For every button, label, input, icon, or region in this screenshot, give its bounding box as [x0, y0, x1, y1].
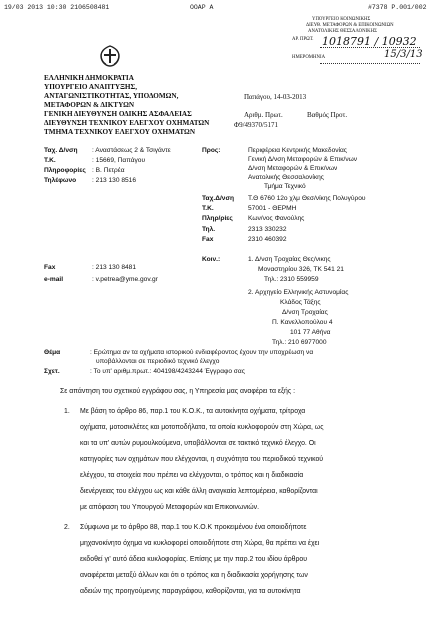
fax-value: : 213 130 8481: [92, 264, 136, 271]
cc-item2-line2: Κλάδος Τάξης: [280, 299, 321, 306]
addr-label: Ταχ. Δ/νση: [44, 147, 78, 154]
addr-value: : Αναστάσεως 2 & Τσιγάντε: [92, 147, 171, 154]
p2-number: 2.: [64, 524, 70, 531]
info-value: : Β. Πετρέα: [92, 167, 125, 174]
recipient-tk-label: Τ.Κ.: [202, 205, 214, 212]
fax-page: #7378 P.001/002: [368, 4, 427, 11]
p2-line-2: μηχανοκίνητο όχημα να κυκλοφορεί οποιοδήποτε στη Χώρα, θα πρέπει να έχει: [80, 540, 320, 547]
cc-item2-line1: 2. Αρχηγείο Ελληνικής Αστυνομίας: [248, 289, 349, 296]
recipient-addr-label: Ταχ.Δ/νση: [202, 195, 234, 202]
fax-org: ΟΟΑΡ Α: [190, 4, 214, 11]
recipient-info-label: Πληρ/ρίες: [202, 215, 233, 222]
recipient-phone-label: Τηλ.: [202, 226, 216, 233]
sender-line-3: ΑΝΤΑΓΩΝΙΣΤΙΚΟΤΗΤΑΣ, ΥΠΟΔΟΜΩΝ,: [44, 92, 179, 100]
prot-number: Φ9/49370/5171: [234, 121, 279, 129]
p2-line-5: αδειών της προηγούμενης παραγράφου, καθορίζονται, για τα αυτοκίνητα: [80, 588, 301, 595]
sender-line-5: ΓΕΝΙΚΗ ΔΙΕΥΘΥΝΣΗ ΟΔΙΚΗΣ ΑΣΦΑΛΕΙΑΣ: [44, 110, 192, 118]
p1-line-5: ελέγχου, τα στοιχεία που πρέπει να ελέγχονται, ο τρόπος και η διαδικασία: [80, 472, 304, 479]
body-intro: Σε απάντηση του σχετικού εγγράφου σας, η Υπηρεσία μας αναφέρει τα εξής :: [60, 388, 296, 395]
info-label: Πληροφορίες: [44, 167, 86, 174]
cc-item1-line2: Μοναστηρίου 326, ΤΚ 541 21: [258, 266, 344, 273]
recipient-addr-value: Τ.Θ 6760 12ο χλμ Θεσ/νίκης Πολυγύρου: [248, 195, 366, 202]
sender-line-7: ΤΜΗΜΑ ΤΕΧΝΙΚΟΥ ΕΛΕΓΧΟΥ ΟΧΗΜΑΤΩΝ: [44, 128, 196, 136]
sender-line-4: ΜΕΤΑΦΟΡΩΝ & ΔΙΚΤΥΩΝ: [44, 101, 135, 109]
cc-label: Κοιν.:: [202, 256, 221, 263]
recipient-line-5: Τμήμα Τεχνικό: [264, 183, 306, 190]
recipient-line-1: Περιφέρεια Κεντρικής Μακεδονίας: [248, 147, 347, 154]
p1-line-7: με απόφαση του Υπουργού Μεταφορών και Επικοινωνιών.: [80, 504, 260, 511]
email-label: e-mail: [44, 276, 64, 283]
phone-value: : 213 130 8516: [92, 177, 136, 184]
subject-line-2: υποβάλλονται σε περιοδικό τεχνικό έλεγχο: [96, 358, 220, 365]
subject-label: Θέμα: [44, 349, 61, 356]
sender-line-6: ΔΙΕΥΘΥΝΣΗ ΤΕΧΝΙΚΟΥ ΕΛΕΓΧΟΥ ΟΧΗΜΑΤΩΝ: [44, 119, 210, 127]
cc-item2-line5: 101 77 Αθήνα: [290, 329, 331, 336]
fax-datetime: 19/03 2013 10:30 2106508481: [4, 4, 110, 11]
stamp-date-value: 15/3/13: [384, 49, 423, 60]
cc-item2-line3: Δ/νση Τροχαίας: [282, 309, 328, 316]
stamp-line2: ΔΙΕΥΘ. ΜΕΤΑΦΟΡΩΝ & ΕΠΙΚΟΙΝΩΝΙΩΝ: [306, 23, 394, 28]
stamp-date-label: ΗΜΕΡΟΜΗΝΙΑ: [292, 55, 326, 60]
place-date: Παπάγου, 14-03-2013: [244, 93, 307, 101]
recipient-fax-label: Fax: [202, 236, 214, 243]
p2-line-4: αναφέρεται μεταξύ άλλων και ότι ο τρόπος και η διαδικασία χορήγησης των: [80, 572, 308, 579]
email-value: : v.petrea@yme.gov.gr: [92, 276, 158, 283]
cc-item1-line1: 1. Δ/νση Τροχαίας Θες/νικης: [248, 256, 331, 263]
tk-label: Τ.Κ.: [44, 157, 56, 164]
p1-line-1: Με βάση το άρθρο 86, παρ.1 του Κ.Ο.Κ., τα αυτοκίνητα οχήματα, τρίτροχα: [80, 408, 306, 415]
p2-line-1: Σύμφωνα με το άρθρο 88, παρ.1 του Κ.Ο.Κ προκειμένου ένα οποιοδήποτε: [80, 524, 307, 531]
cc-item2-line4: Π. Κανελλοπούλου 4: [272, 319, 333, 326]
cc-item1-line3: Τηλ.: 2310 559959: [264, 276, 319, 283]
recipient-tk-value: 57001 - ΘΕΡΜΗ: [248, 205, 297, 212]
p1-line-6: διενέργειας του ελέγχου ως και κάθε άλλη αναγκαία λεπτομέρεια, καθορίζονται: [80, 488, 318, 495]
p1-line-4: κατηγορίες των οχημάτων που ελέγχονται, η συχνότητα του περιοδικού τεχνικού: [80, 456, 324, 463]
stamp-prot-value: 1018791 / 10932: [322, 35, 417, 48]
ref-value: : Το υπ' αριθμ.πρωτ.: 404198/4243244 Έγγραφο σας: [90, 368, 245, 375]
stamp-line3: ΑΝΑΤΟΛΙΚΗΣ ΘΕΣΣΑΛΟΝΙΚΗΣ: [308, 29, 377, 34]
recipient-info-value: Κων/νος Φανούλης: [248, 215, 305, 222]
prot-label: Αριθμ. Πρωτ.: [244, 111, 283, 119]
recipient-phone-value: 2313 330232: [248, 226, 287, 233]
stamp-prot-label: ΑΡ. ΠΡΩΤ.: [292, 37, 314, 42]
received-stamp: [292, 17, 440, 65]
recipient-line-4: Ανατολικής Θεσσαλονίκης: [248, 174, 324, 181]
priority-label: Βαθμός Προτ.: [307, 111, 348, 119]
cc-item2-line6: Τηλ.: 210 6977000: [272, 339, 327, 346]
greek-emblem-icon: [98, 44, 122, 68]
p1-line-2: οχήματα, μοτοσικλέτες και μοτοποδήλατα, τα οποία κυκλοφορούν στη Χώρα, ως: [80, 424, 324, 431]
recipient-line-3: Δ/νση Μεταφορών & Επικ/νων: [248, 165, 338, 172]
sender-line-2: ΥΠΟΥΡΓΕΙΟ ΑΝΑΠΤΥΞΗΣ,: [44, 83, 138, 91]
subject-line-1: : Ερώτημα αν τα οχήματα ιστορικού ενδιαφέροντος έχουν την υποχρέωση να: [90, 349, 314, 356]
p1-line-3: και τα υπ' αυτών ρυμουλκούμενα, υποβάλλονται σε τακτικό τεχνικό έλεγχο. Οι: [80, 440, 316, 447]
recipient-line-2: Γενική Δ/νση Μεταφορών & Επικ/νων: [248, 156, 358, 163]
fax-label: Fax: [44, 264, 56, 271]
recipient-fax-value: 2310 460392: [248, 236, 287, 243]
p2-line-3: εκδοθεί γι' αυτό άδεια κυκλοφορίας. Επίσης με την παρ.2 του ιδίου άρθρου: [80, 556, 308, 563]
tk-value: : 15669, Παπάγου: [92, 157, 146, 164]
p1-number: 1.: [64, 408, 70, 415]
phone-label: Τηλέφωνο: [44, 177, 77, 184]
recipient-label: Προς:: [202, 147, 221, 154]
sender-line-1: ΕΛΛΗΝΙΚΗ ΔΗΜΟΚΡΑΤΙΑ: [44, 74, 134, 82]
stamp-line1: ΥΠΟΥΡΓΕΙΟ ΚΟΙΝΩΝΙΚΗΣ: [312, 17, 371, 22]
ref-label: Σχετ.: [44, 368, 60, 375]
